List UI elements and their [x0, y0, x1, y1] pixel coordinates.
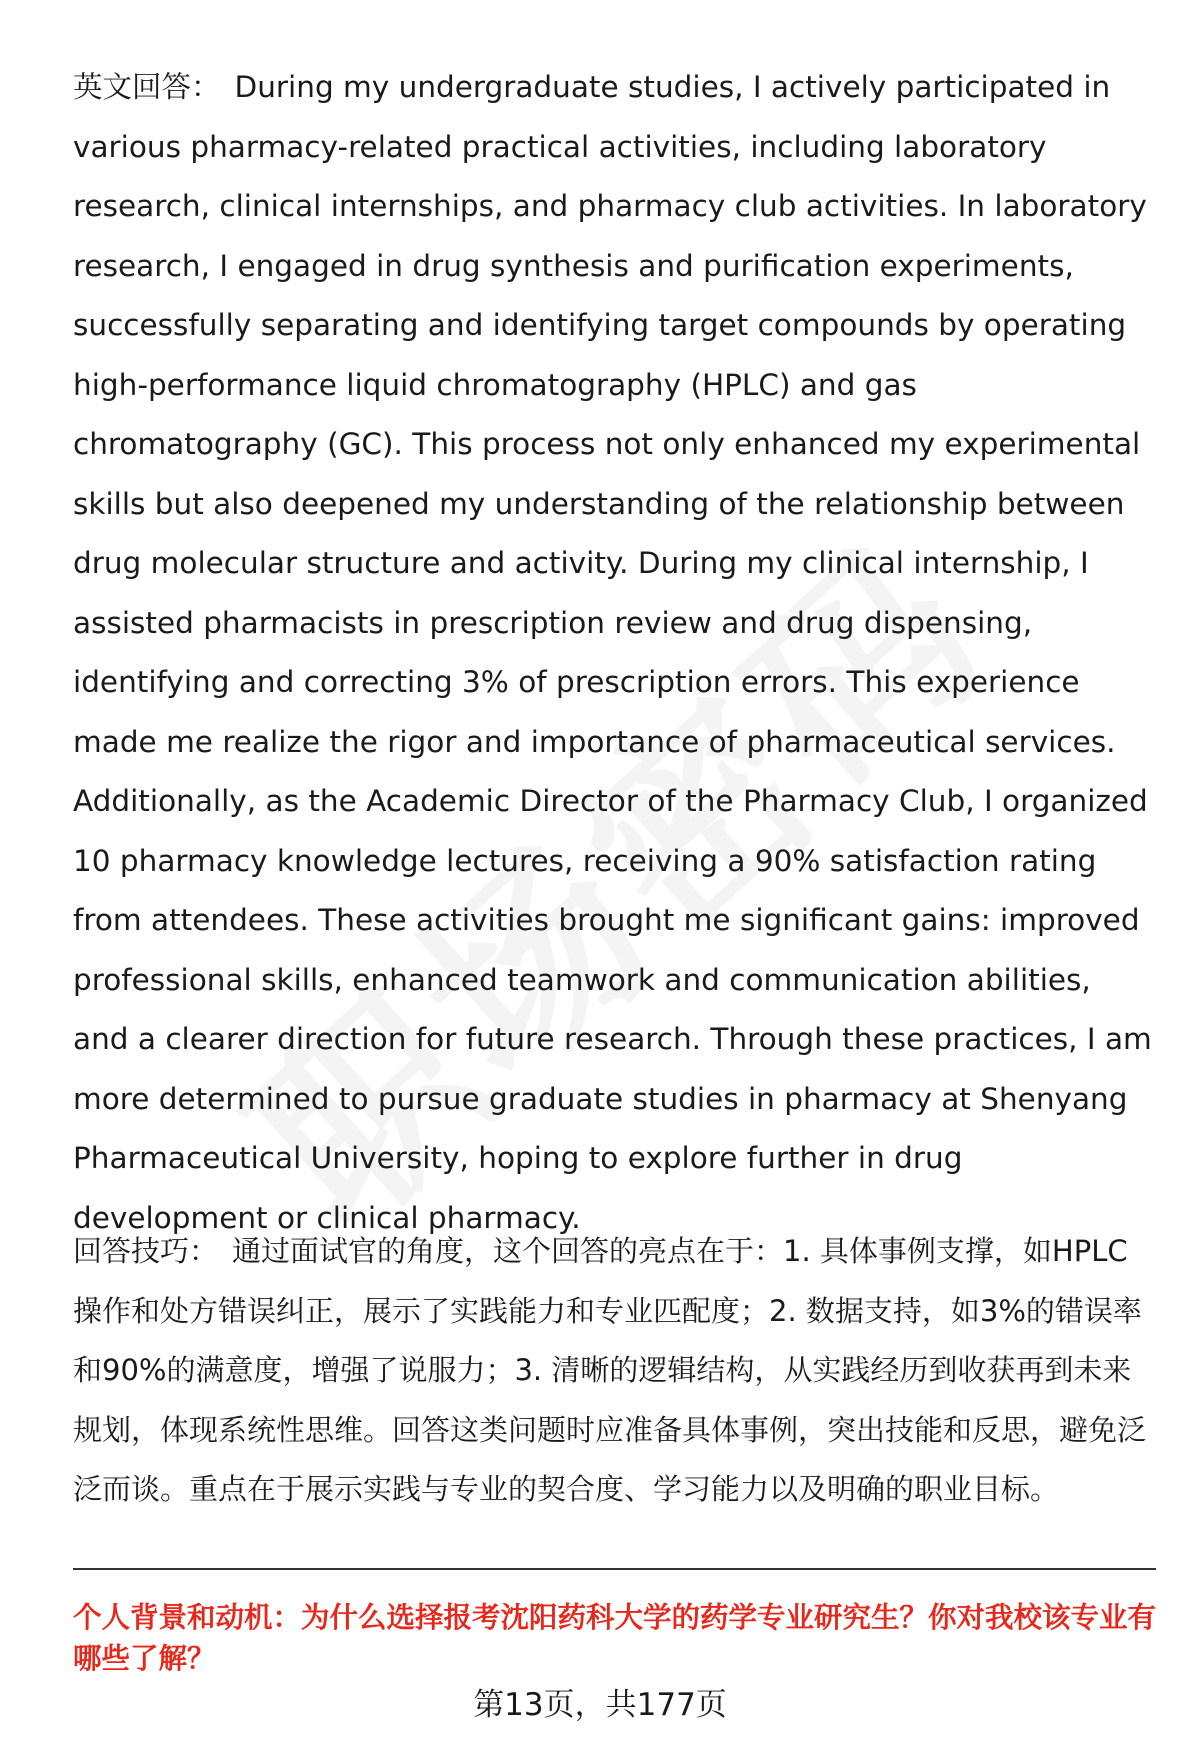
answer-tips-label: 回答技巧：	[73, 1234, 219, 1268]
english-answer-text: During my undergraduate studies, I actively participated in various pharmacy-related practical activities, including laboratory research, clinical internships, and pharmacy club activities. In laboratory research, I engaged in drug synthesis and purification experiments, successfully separating and identifying target compounds by operating high-performance liquid chromatography (HPLC) and gas chromatography (GC). This process not only enhanced my experimental skills but also deepened my understanding of the relationship between drug molecular structure and activity. During my clinical internship, I assisted pharmacists in prescription review and drug dispensing, identifying and correcting 3% of prescription errors. This experience made me realize the rigor and importance of pharmaceutical services. Additionally, as the Academic Director of the Pharmacy Club, I organized 10 pharmacy knowledge lectures, receiving a 90% satisfaction rating from attendees. These activities brought me significant gains: improved professional skills, enhanced teamwork and communication abilities, and a clearer direction for future research. Through these practices, I am more determined to pursue graduate studies in pharmacy at Shenyang Pharmaceutical University, hoping to explore further in drug development or clinical pharmacy.	[73, 70, 1152, 1235]
next-question-heading: 个人背景和动机：为什么选择报考沈阳药科大学的药学专业研究生？你对我校该专业有哪些了解？	[73, 1601, 1157, 1675]
page-number: 第13页，共177页	[473, 1687, 727, 1723]
section-divider	[73, 1568, 1156, 1570]
english-answer-paragraph	[73, 58, 1153, 1248]
answer-tips-text: 通过面试官的角度，这个回答的亮点在于：1. 具体事例支撑，如HPLC操作和处方错误纠正，展示了实践能力和专业匹配度；2. 数据支持，如3%的错误率和90%的满意度，增强了说服力；3. 清晰的逻辑结构，从实践经历到收获再到未来规划，体现系统性思维。回答这类问题时应准备具体事例，突出技能和反思，避免泛泛而谈。重点在于展示实践与专业的契合度、学习能力以及明确的职业目标。	[73, 1234, 1147, 1506]
english-answer-label: 英文回答：	[73, 70, 221, 104]
answer-tips-paragraph	[73, 1222, 1153, 1520]
